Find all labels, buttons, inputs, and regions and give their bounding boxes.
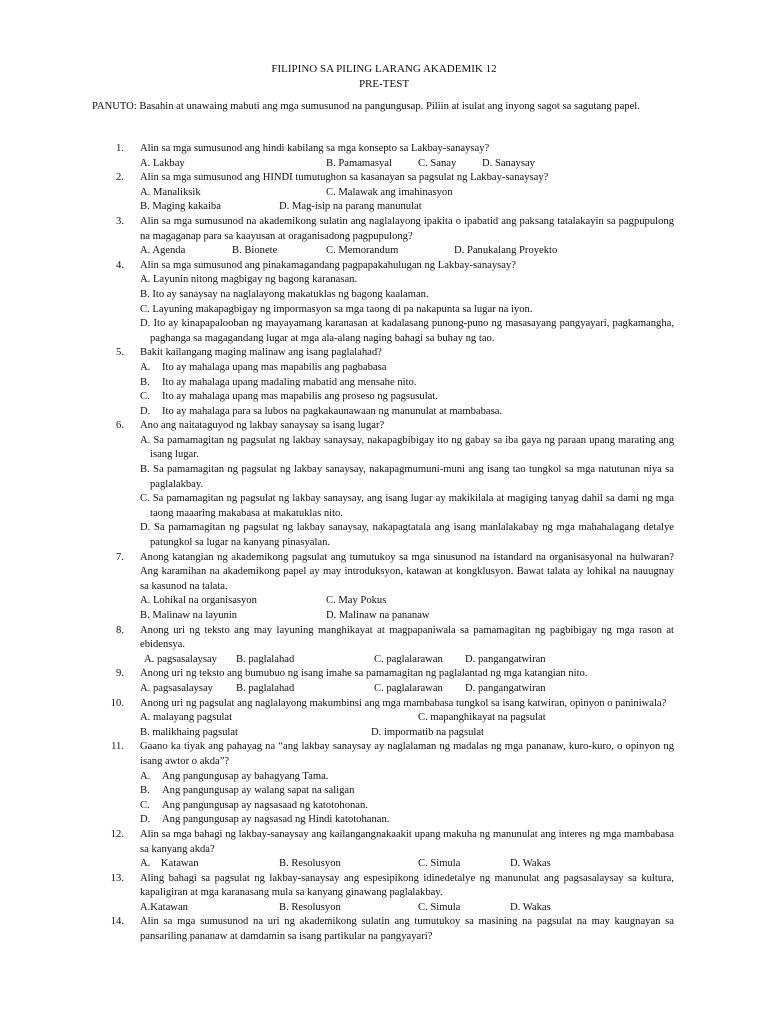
question-number: 12. [110,828,124,840]
choice-b [140,784,674,799]
choice-text: Ito ay mahalaga upang madaling mabatid ang mensahe nito. [162,376,417,388]
choice-d: D. Sa pamamagitan ng pagsulat ng lakbay sanaysay, nakapagtatala ang isang manlalakabay ng mga mahahalagang detalye patungkol sa lugar na kanyang pinasyalan. [140,522,674,549]
choice-c: C. Sa pamamagitan ng pagsulat ng lakbay sanaysay, ang isang lugar ay makikilala at magiging tanyag dahil sa dami ng mga taong maaaring makabasa at makatuklas nito. [140,493,674,519]
choice-d: D. impormatib na pagsulat [371,726,484,738]
choice-a: A. Agenda [140,245,186,257]
choice-c: C. Sanay [418,157,457,169]
question-number: 10. [110,697,124,709]
choice-d: D. Ito ay kinapapalooban ng mayayamang karanasan at kadalasang punong-puno ng masasayang pangyayari, pagkamangha, paghanga sa magagandang lugar at mga ala-alang naging bahagi sa buhay ng tao. [140,318,674,344]
title-line-test: PRE-TEST [358,78,410,90]
question-text: Alin sa mga sumusunod na uri ng akademikong sulatin ang tumutukoy sa masining na pagsulat na may kaugnayan sa pansariling pananaw at damdamin sa isang partikular na pangyayari? [140,916,674,943]
choice-text: Ito ay mahalaga upang mas mapabilis ang proseso ng pagsusulat. [162,391,438,403]
choice-a: A.Katawan [140,901,188,913]
choice-d: D. pangangatwiran [465,653,546,665]
choice-b: B. Bionete [232,245,278,257]
choice-c: C. paglalarawan [374,653,443,665]
choice-b: B. malikhaing pagsulat [140,726,238,738]
choice-c [140,799,674,814]
choice-letter: A. [140,770,151,782]
question-text: Anong uri ng teksto ang may layuning manghikayat at magpapaniwala sa pamamagitan ng pagbibigay ng mga rason at ebidensya. [140,624,674,651]
title-line-subject: FILIPINO SA PILING LARANG AKADEMIK 12 [271,63,497,75]
choice-b: B. Resolusyon [279,901,341,913]
choice-b: B. Maging kakaiba [140,201,221,213]
choice-text: Ang pangungusap ay nagsasad ng Hindi katotohanan. [162,814,390,826]
question-6 [92,419,674,550]
choice-a: A. Lohikal na organisasyon [140,595,257,607]
question-8 [92,624,674,668]
choice-d: D. Panukalang Proyekto [454,245,558,257]
choice-row [140,726,674,741]
question-2 [92,171,674,215]
choice-letter: D. [140,814,151,826]
question-text: Alin sa mga sumusunod ang HINDI tumutughon sa kasanayan sa pagsulat ng Lakbay-sanaysay? [140,172,549,184]
choice-b: B. Pamamasyal [326,157,392,169]
choice-row [140,244,674,259]
choice-letter: B. [140,785,150,797]
choice-b: B. Sa pamamagitan ng pagsulat ng lakbay sanaysay, nakapagmumuni-muni ang isang tao tungkol sa mga natutunan niya sa paglalakbay. [140,464,674,490]
question-3 [92,215,674,259]
question-4 [92,259,674,347]
choice-row [140,594,674,609]
choice-row [140,711,674,726]
choice-text: Ang pangungusap ay nagsasaad ng katotohonan. [162,799,368,811]
choice-row [140,609,674,624]
question-text: Alin sa mga sumusunod ang hindi kabilang sa mga konsepto sa Lakbay-sanaysay? [140,143,490,154]
question-number: 7. [116,551,124,563]
choice-text: Ito ay mahalaga para sa lubos na pagkakaunawaan ng manunulat at mambabasa. [162,405,503,417]
choice-c: C. May Pokus [326,595,387,607]
question-number: 11. [111,741,124,753]
question-number: 3. [116,215,124,227]
choice-a [140,361,674,376]
choice-letter: B. [140,376,150,388]
choice-c: C. paglalarawan [374,682,443,694]
choice-row [140,682,674,697]
choice-a: A. Layunin nitong magbigay ng bagong karanasan. [140,274,358,286]
choice-c: C. Malawak ang imahinasyon [326,186,453,198]
question-text: Anong uri ng pagsulat ang naglalayong makumbinsi ang mga mambabasa tungkol sa isang katwiran, opinyon o paniniwala? [140,697,667,709]
question-13 [92,872,674,916]
question-text: Bakit kailangang maging malinaw ang isang paglalahad? [140,347,382,359]
choice-d: D. Sanaysay [482,157,535,169]
choice-text: Ito ay mahalaga upang mas mapabilis ang pagbabasa [162,361,387,373]
question-14 [92,915,674,944]
choice-d: D. Mag-isip na parang manunulat [279,201,422,213]
question-7 [92,551,674,624]
choice-b: B. Ito ay sanaysay na naglalayong makatuklas ng bagong kaalaman. [140,288,429,300]
choice-b: B. paglalahad [236,653,295,665]
choice-d [140,813,674,828]
choice-text: Ang pangungusap ay bahagyang Tama. [162,770,329,782]
choice-d: D. Malinaw na pananaw [326,610,430,621]
question-text: Alin sa mga sumusunod ang pinakamagandang pagpapakahulugan ng Lakbay-sanaysay? [140,259,516,271]
choice-a: A. Katawan [140,858,199,870]
choice-d [140,405,674,420]
choice-b: B. Malinaw na layunin [140,610,238,621]
question-9 [92,667,674,696]
choice-b: B. paglalahad [236,682,295,694]
question-text: Gaano ka tiyak ang pahayag na “ang lakbay sanaysay ay naglalaman ng madalas ng mga pananaw, kuro-kuro, o opinyon ng isang awtor o akda”? [140,741,674,767]
question-text: Ano ang naitataguyod ng lakbay sanaysay sa isang lugar? [140,420,385,432]
question-text: Anong katangian ng akademikong pagsulat ang tumutukoy sa mga sinusunod na istandard na organisasyonal na hulwaran? Ang karamihan na akademikong papel ay may introduksyon, katawan at kongklusyon. Bawat talata ay lohikal na nauugnay sa kasunod na talata. [140,551,674,592]
choice-d: D. pangangatwiran [465,682,546,694]
question-text: Aling bahagi sa pagsulat ng lakbay-sanaysay ang espesipikong idinedetalye ng manunulat ang pagsasalaysay sa kultura, kapaligiran at mga karanasang mula sa kanyang ginawang paglalakbay. [140,872,674,899]
question-number: 8. [116,624,124,636]
choice-d: D. Wakas [510,858,551,870]
question-list [92,142,674,945]
choice-letter: C. [140,391,150,403]
question-text: Alin sa mga sumusunod na akademikong sulatin ang naglalayong ipakita o ipabatid ang paksang tatalakayin sa pagpupulong na magaganap para sa kaayusan at oraganisadong pagpupulong? [140,215,674,242]
choice-row [140,200,674,215]
choice-a: A. malayang pagsulat [140,712,233,724]
choice-row [140,653,674,668]
choice-a: A. pagsasalaysay [144,653,217,665]
question-text: Alin sa mga bahagi ng lakbay-sanaysay ang kailangangnakaakit upang makuha ng manunulat ang interes ng mga mambabasa sa kanyang akda? [140,828,674,855]
instructions: PANUTO: Basahin at unawaing mabuti ang mga sumusunod na pangungusap. Piliin at isulat ang inyong sagot sa sagutang papel. [92,101,640,112]
choice-a [140,770,674,785]
choice-a: A. Manaliksik [140,186,201,198]
question-1 [92,142,674,171]
question-number: 4. [116,259,124,271]
choice-letter: D. [140,405,151,417]
choice-row [140,857,674,872]
question-11 [92,740,674,828]
choice-row [140,186,674,201]
choice-letter: A. [140,361,151,373]
choice-d: D. Wakas [510,901,551,913]
question-number: 5. [116,347,124,359]
question-number: 6. [116,420,124,432]
choice-b: B. Resolusyon [279,858,341,870]
question-12 [92,828,674,872]
choice-c: C. mapanghikayat na pagsulat [418,712,546,724]
choice-c: C. Simula [418,858,461,870]
question-number: 14. [110,916,124,928]
choice-a: A. Lakbay [140,157,185,169]
question-text: Anong uri ng teksto ang bumubuo ng isang imahe sa pamamagitan ng paglalantad ng mga katangian nito. [140,668,588,680]
question-number: 1. [116,143,124,154]
question-10 [92,697,674,741]
choice-c [140,390,674,405]
choice-b [140,376,674,391]
question-number: 2. [116,172,124,184]
choice-a: A. Sa pamamagitan ng pagsulat ng lakbay sanaysay, nakapagbibigay ito ng gabay sa iba gaya ng paraan upang marating ang isang lugar. [140,434,674,461]
question-5 [92,346,674,419]
choice-letter: C. [140,799,150,811]
choice-text: Ang pangungusap ay walang sapat na saligan [162,785,355,797]
question-number: 13. [110,872,124,884]
document-title [0,62,768,92]
question-number: 9. [116,668,124,680]
choice-row [140,901,674,916]
choice-c: C. Layuning makapagbigay ng impormasyon sa mga taong di pa nakapunta sa lugar na iyon. [140,303,533,315]
choice-c: C. Simula [418,901,461,913]
choice-row [140,157,674,172]
choice-c: C. Memorandum [326,245,399,257]
choice-a: A. pagsasalaysay [140,682,213,694]
